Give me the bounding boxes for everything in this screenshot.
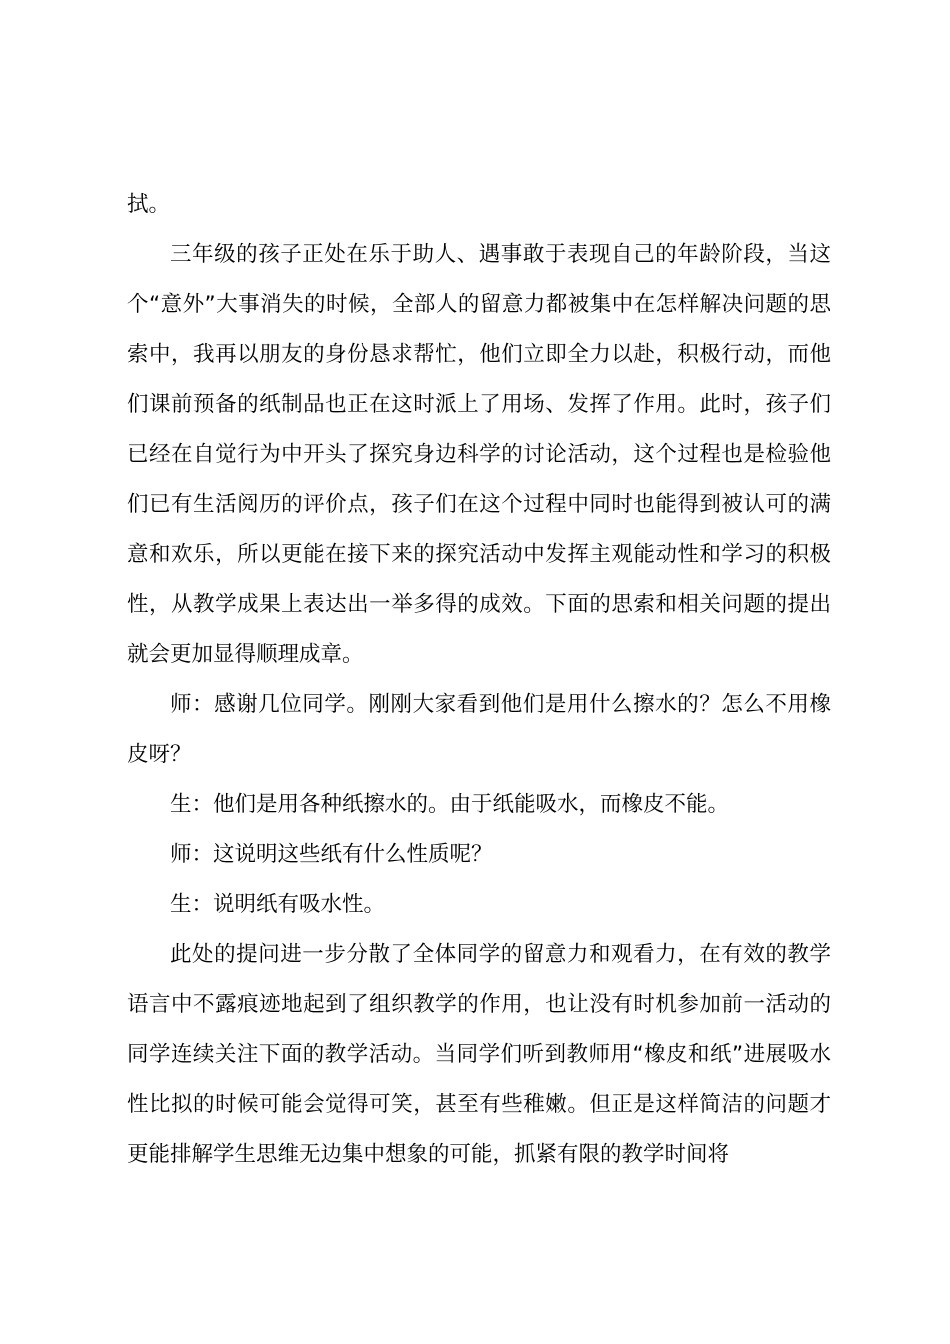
dialogue-student-1: 生：他们是用各种纸擦水的。由于纸能吸水，而橡皮不能。 — [170, 792, 730, 817]
dialogue-teacher-2: 师：这说明这些纸有什么性质呢？ — [170, 842, 493, 867]
dialogue-teacher-1: 师：感谢几位同学。刚刚大家看到他们是用什么擦水的？怎么不用橡皮呀？ — [127, 692, 831, 767]
dialogue-student-2: 生：说明纸有吸水性。 — [170, 892, 386, 917]
paragraph-analysis-1: 三年级的孩子正处在乐于助人、遇事敢于表现自己的年龄阶段，当这个“意外”大事消失的时候，全部人的留意力都被集中在怎样解决问题的思索中，我再以朋友的身份恳求帮忙，他们立即全力以赴，积极行动，而他们课前预备的纸制品也正在这时派上了用场、发挥了作用。此时，孩子们已经在自觉行为中开头了探究身边科学的讨论活动，这个过程也是检验他们已有生活阅历的评价点，孩子们在这个过程中同时也能得到被认可的满意和欢乐，所以更能在接下来的探究活动中发挥主观能动性和学习的积极性，从教学成果上表达出一举多得的成效。下面的思索和相关问题的提出就会更加显得顺理成章。 — [127, 242, 831, 667]
paragraph-continuation: 拭。 — [127, 192, 171, 217]
paragraph-analysis-2: 此处的提问进一步分散了全体同学的留意力和观看力，在有效的教学语言中不露痕迹地起到了组织教学的作用，也让没有时机参加前一活动的同学连续关注下面的教学活动。当同学们听到教师用“橡皮和纸”进展吸水性比拟的时候可能会觉得可笑，甚至有些稚嫩。但正是这样简洁的问题才更能排解学生思维无边集中想象的可能，抓紧有限的教学时间将 — [127, 942, 831, 1167]
document-body — [127, 180, 831, 1180]
